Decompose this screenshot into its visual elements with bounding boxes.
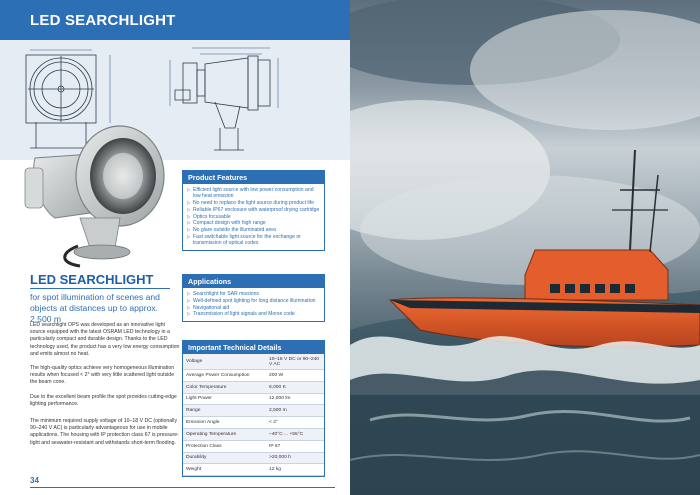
- row-value: 12,000 lm: [266, 393, 324, 405]
- row-value: 10–18 V DC or 90–240 V AC: [266, 354, 324, 370]
- list-item: ▷ Optics focusable: [187, 214, 320, 220]
- list-item: ▷ Navigational aid: [187, 305, 320, 311]
- table-row: [183, 464, 324, 476]
- applications-box: [182, 274, 325, 322]
- product-features-list: [183, 184, 324, 250]
- body-paragraph: Due to the excellent beam profile the spot provides cutting-edge lighting performance.: [30, 394, 177, 408]
- table-row: [183, 354, 324, 370]
- row-label: Average Power Consumption: [183, 370, 266, 382]
- row-value: IP 67: [266, 440, 324, 452]
- technical-details-title: Important Technical Details: [183, 341, 324, 354]
- body-paragraph: LED searchlight OPS was developed as an innovative light source equipped with the latest OSRAM LED technology in a particularly compact and durable design. Thanks to the LED technology used, the product has a very low energy consumption and emits almost no heat.: [30, 322, 180, 357]
- list-item: ▷ Fast switchable light source for the exchange or transmission of optical codes: [187, 234, 320, 246]
- row-label: Operating Temperature: [183, 428, 266, 440]
- product-features-title: Product Features: [183, 171, 324, 184]
- row-label: Weight: [183, 464, 266, 476]
- section-title: LED SEARCHLIGHT: [30, 272, 154, 287]
- bottom-rule: [30, 487, 335, 488]
- table-row: [183, 428, 324, 440]
- section-rule: [30, 288, 170, 289]
- list-item: ▷ Compact design with high range: [187, 220, 320, 226]
- table-row: [183, 381, 324, 393]
- page-number: 34: [30, 476, 39, 485]
- lifeboat-photo: [350, 0, 700, 495]
- product-features-box: [182, 170, 325, 251]
- lifeboat-scene: [350, 0, 700, 495]
- row-label: Color Temperature: [183, 381, 266, 393]
- table-row: [183, 452, 324, 464]
- table-row: [183, 370, 324, 382]
- row-label: Range: [183, 405, 266, 417]
- row-value: >20,000 h: [266, 452, 324, 464]
- list-item: ▷ Reliable IP67 enclosure with waterproof drying cartridge: [187, 207, 320, 213]
- row-label: Voltage: [183, 354, 266, 370]
- row-label: Durability: [183, 452, 266, 464]
- row-label: Protection Class: [183, 440, 266, 452]
- table-row: [183, 393, 324, 405]
- section-subtitle: for spot illumination of scenes and objects at distances up to approx. 2,500 m: [30, 292, 160, 324]
- row-value: 6,000 K: [266, 381, 324, 393]
- row-value: < 2°: [266, 417, 324, 429]
- list-item: ▷ Searchlight for SAR missions: [187, 291, 320, 297]
- list-item: ▷ No need to replace the light source during product life: [187, 200, 320, 206]
- table-row: [183, 440, 324, 452]
- table-row: [183, 405, 324, 417]
- row-value: 200 W: [266, 370, 324, 382]
- applications-title: Applications: [183, 275, 324, 288]
- body-paragraph: The high-quality optics achieve very homogeneous illumination results when focused < 2° with very little scattered light outside the beam cone.: [30, 365, 175, 386]
- header-title: LED SEARCHLIGHT: [30, 12, 176, 29]
- body-paragraph: The minimum required supply voltage of 10–18 V DC (optionally 90–240 V AC) is particularly advantageous for use in mobile applications. The housing with IP protection class 67 is pressure-tight and seawater-resistant and withstands short-term flooding.: [30, 418, 179, 446]
- searchlight-photo: [20, 118, 180, 268]
- table-row: [183, 417, 324, 429]
- list-item: ▷ Transmission of light signals and Morse code: [187, 311, 320, 317]
- applications-list: [183, 288, 324, 321]
- list-item: ▷ Well-defined spot lighting for long distance illumination: [187, 298, 320, 304]
- technical-details-table: [183, 354, 324, 476]
- list-item: ▷ Efficient light source with low power consumption and low heat emission: [187, 187, 320, 199]
- row-value: –40°C ... +55°C: [266, 428, 324, 440]
- row-value: 12 kg: [266, 464, 324, 476]
- header-band: [0, 0, 350, 40]
- technical-details-box: [182, 340, 325, 477]
- row-value: 2,500 m: [266, 405, 324, 417]
- row-label: Light Power: [183, 393, 266, 405]
- list-item: ▷ No glare outside the illuminated area: [187, 227, 320, 233]
- row-label: Emission Angle: [183, 417, 266, 429]
